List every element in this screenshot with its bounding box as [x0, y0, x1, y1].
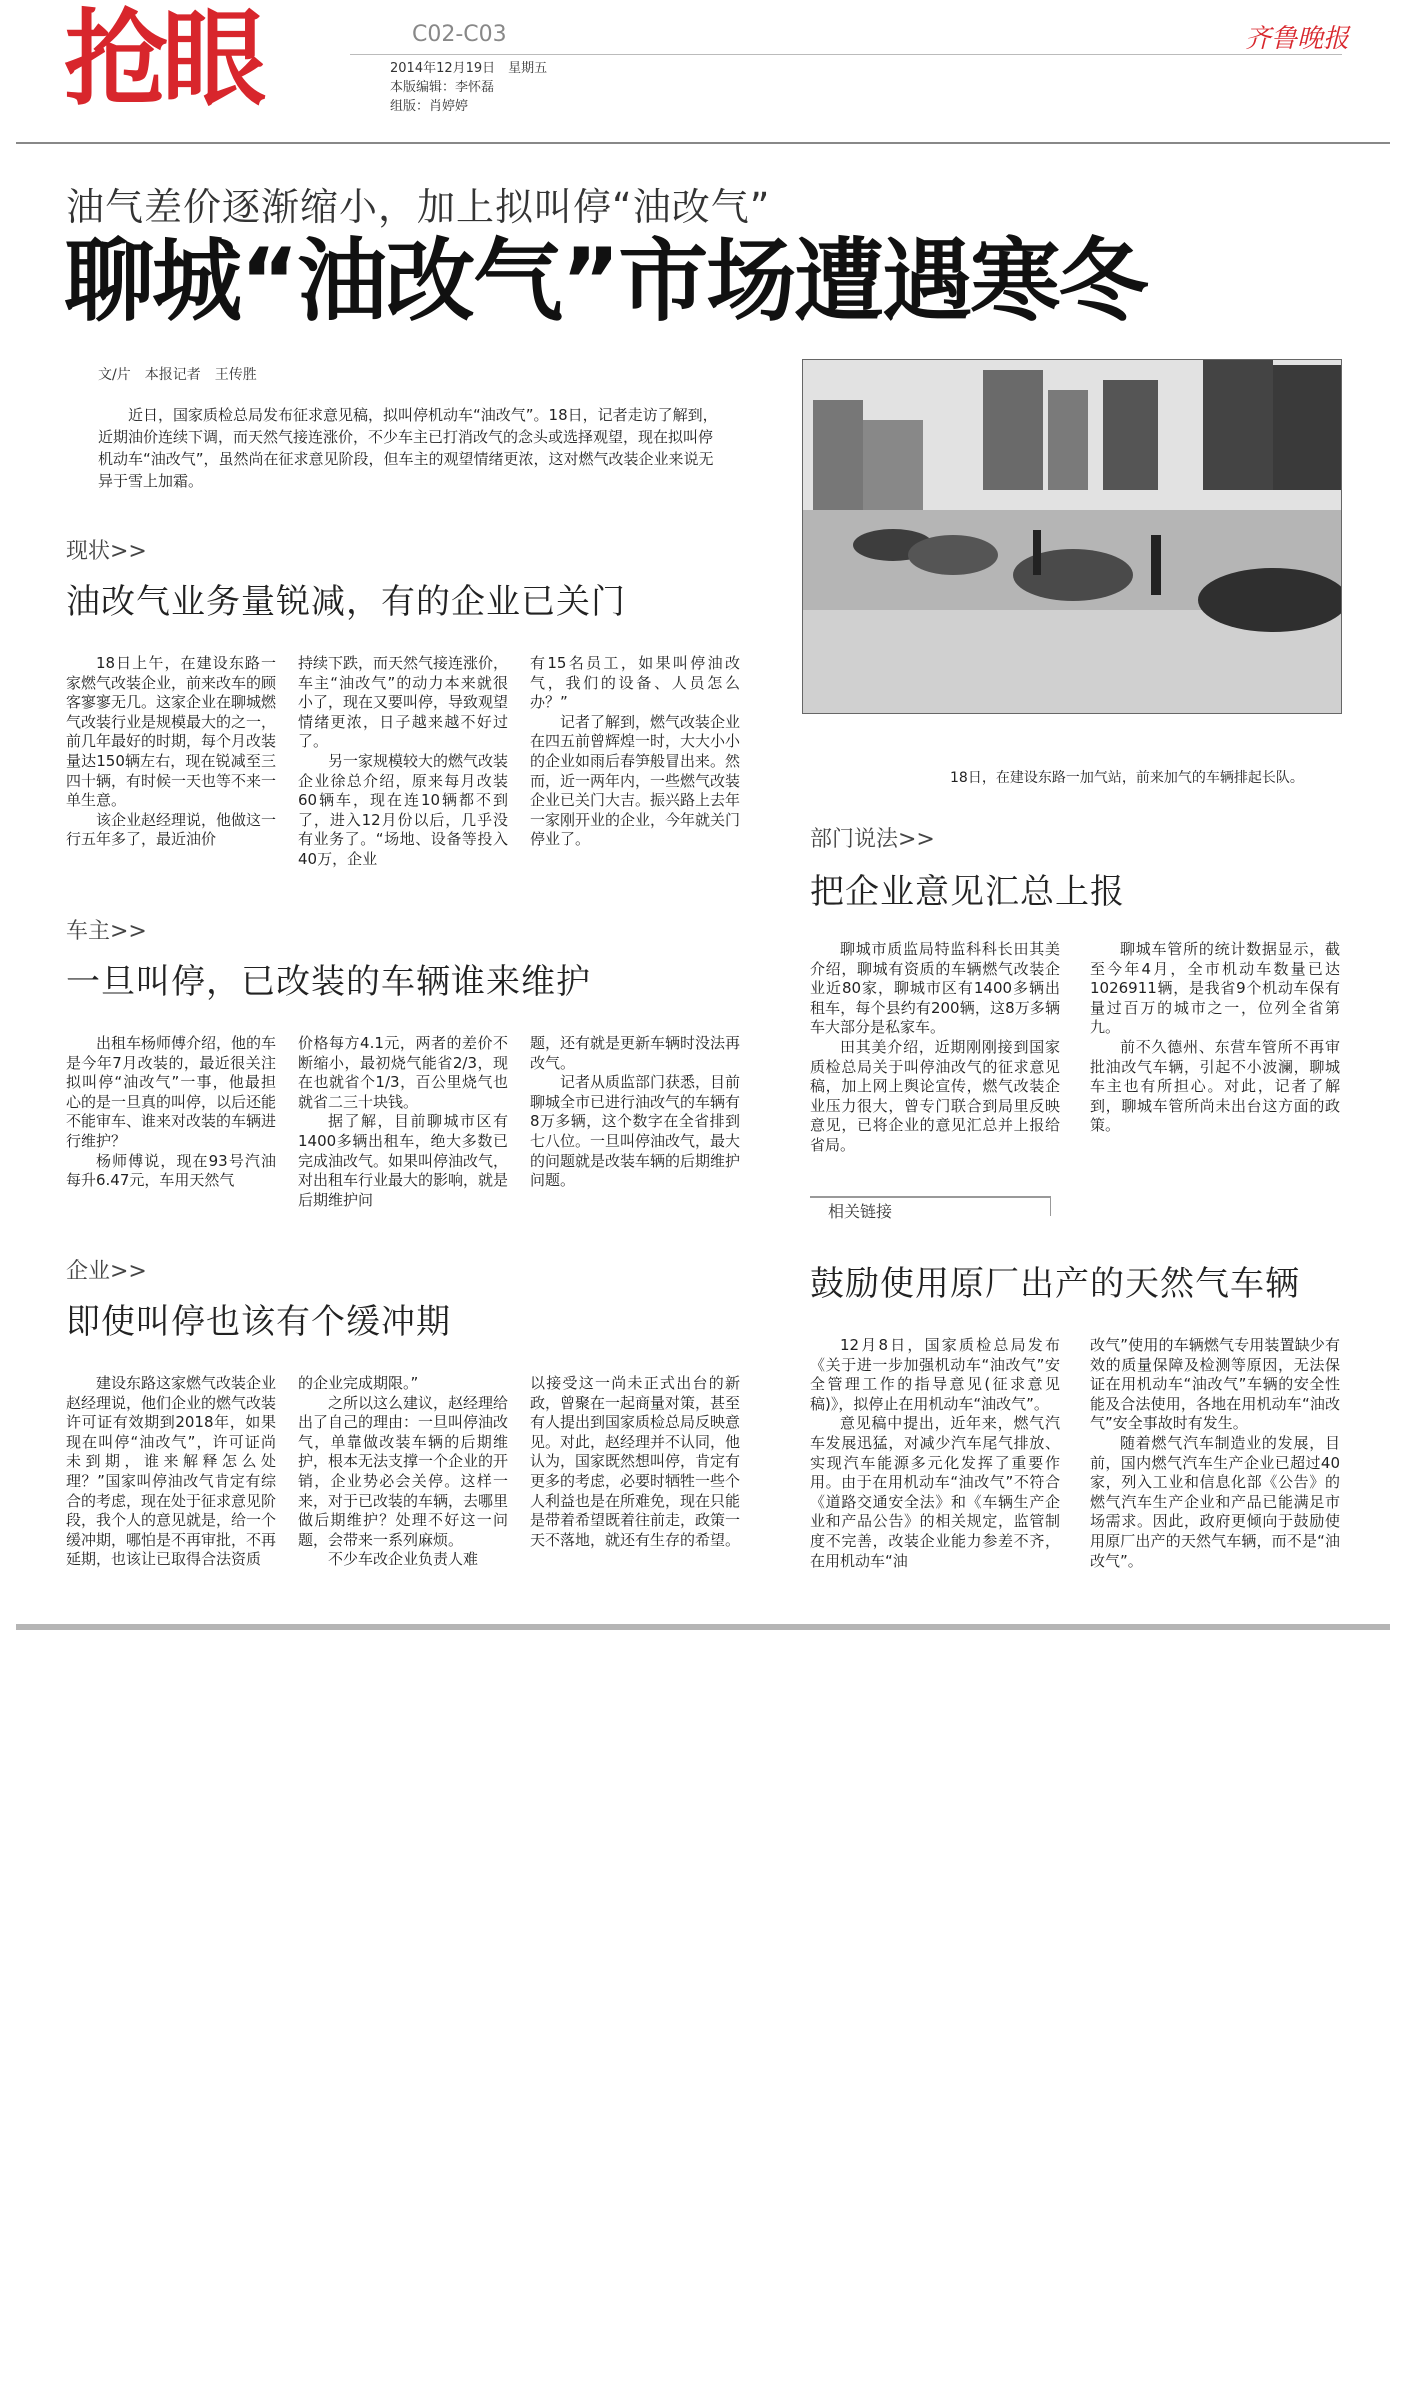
owner-col-1 [66, 1034, 276, 1230]
status-col-2 [298, 654, 508, 884]
paragraph: 不少车改企业负责人难 [328, 1550, 479, 1569]
related-col-1 [810, 1336, 1060, 1606]
paragraph: 记者从质监部门获悉，目前聊城全市已进行油改气的车辆有8万多辆，这个数字在全省排到七八位。一旦叫停油改气，最大的问题就是改装车辆的后期维护问题。 [530, 1073, 740, 1190]
owner-columns [66, 1034, 742, 1230]
paragraph: 持续下跌，而天然气接连涨价，车主“油改气”的动力本来就很小了，现在又要叫停，导致观望情绪更浓，日子越来越不好过了。 [298, 654, 508, 751]
paragraph: 聊城车管所的统计数据显示，截至今年4月，全市机动车数量已达1026911辆，是我省9个机动车保有量过百万的城市之一，位列全省第九。 [1090, 940, 1340, 1037]
masthead-rule [350, 54, 1342, 55]
paragraph: 以接受这一尚未正式出台的新政，曾聚在一起商量对策，甚至有人提出到国家质检总局反映意见。对此，赵经理并不认同，他认为，国家既然想叫停，肯定有更多的考虑，必要时牺牲一些个人利益也是在所难免，现在只能是带着希望既着往前走，政策一天不落地，就还有生存的希望。 [530, 1374, 740, 1549]
paragraph: 题，还有就是更新车辆时没法再改气。 [530, 1034, 740, 1072]
section-title-owner: 一旦叫停，已改装的车辆谁来维护 [66, 962, 591, 1002]
paragraph: 的企业完成期限。” [298, 1374, 419, 1392]
status-col-3 [530, 654, 740, 884]
section-title-dept: 把企业意见汇总上报 [810, 872, 1125, 912]
related-col-2 [1090, 1336, 1340, 1606]
lead-paragraph: 近日，国家质检总局发布征求意见稿，拟叫停机动车“油改气”。18日，记者走访了解到，近期油价连续下调，而天然气接连涨价，不少车主已打消改气的念头或选择观望，现在拟叫停机动车“油改气”，虽然尚在征求意见阶段，但车主的观望情绪更浓，这对燃气改装企业来说无异于雪上加霜。 [98, 406, 718, 490]
paragraph: 随着燃气汽车制造业的发展，目前，国内燃气汽车生产企业已超过40家，列入工业和信息化部《公告》的燃气汽车生产企业和产品已能满足市场需求。因此，政府更倾向于鼓励使用原厂出产的天然气车辆，而不是“油改气”。 [1090, 1433, 1340, 1570]
article-kicker: 油气差价逐渐缩小，加上拟叫停“油改气” [66, 185, 771, 229]
status-columns [66, 654, 742, 884]
enterprise-col-2 [298, 1374, 508, 1610]
paragraph: 价格每方4.1元，两者的差价不断缩小，最初烧气能省2/3，现在也就省个1/3，百公里烧气也就省二三十块钱。 [298, 1034, 508, 1111]
paragraph: 另一家规模较大的燃气改装企业徐总介绍，原来每月改装60辆车，现在连10辆都不到了，进入12月份以后，几乎没有业务了。“场地、设备等投入40万，企业 [298, 751, 508, 868]
owner-col-3 [530, 1034, 740, 1230]
dept-col-1 [810, 940, 1060, 1160]
section-label-status: 现状>> [66, 539, 147, 564]
enterprise-col-1 [66, 1374, 276, 1610]
newspaper-brand: 齐鲁晚报 [1245, 24, 1350, 54]
paragraph: 建设东路这家燃气改装企业赵经理说，他们企业的燃气改装许可证有效期到2018年，如果现在叫停“油改气”，许可证尚未到期，谁来解释怎么处理？”国家叫停油改气肯定有综合的考虑，现在处于征求意见阶段，我个人的意见就是，给一个缓冲期，哪怕是不再审批，不再延期，也该让已取得合法资质 [66, 1374, 276, 1569]
page-code: C02-C03 [412, 22, 507, 47]
paragraph: 前不久德州、东营车管所不再审批油改气车辆，引起不小波澜，聊城车主也有所担心。对此，记者了解到，聊城车管所尚未出台这方面的政策。 [1090, 1037, 1340, 1135]
dept-columns [810, 940, 1340, 1160]
paragraph: 12月8日，国家质检总局发布《关于进一步加强机动车“油改气”安全管理工作的指导意见(征求意见稿)》，拟停止在用机动车“油改气”。 [810, 1336, 1060, 1413]
paragraph: 出租车杨师傅介绍，他的车是今年7月改装的，最近很关注拟叫停“油改气”一事，他最担心的是一旦真的叫停，以后还能不能审车、谁来对改装的车辆进行维护？ [66, 1034, 276, 1150]
enterprise-columns [66, 1374, 742, 1610]
paragraph: 记者了解到，燃气改装企业在四五前曾辉煌一时，大大小小的企业如雨后春笋般冒出来。然而，近一两年内，一些燃气改装企业已关门大吉。振兴路上去年一家刚开业的企业，今年就关门停业了。 [530, 712, 740, 849]
layout-line: 组版：肖婷婷 [390, 99, 469, 114]
gas-station-queue-photo [803, 360, 1341, 713]
paragraph: 据了解，目前聊城市区有1400多辆出租车，绝大多数已完成油改气。如果叫停油改气，对出租车行业最大的影响，就是后期维护问 [298, 1112, 508, 1209]
owner-col-2 [298, 1034, 508, 1230]
section-label-enterprise: 企业>> [66, 1259, 147, 1284]
paragraph: 之所以这么建议，赵经理给出了自己的理由：一旦叫停油改气，单靠做改装车辆的后期维护，根本无法支撑一个企业的开销，企业势必会关停。这样一来，对于已改装的车辆，去哪里做后期维护？处理不好这一问题，会带来一系列麻烦。 [298, 1393, 508, 1549]
paragraph: 意见稿中提出，近年来，燃气汽车发展迅猛，对减少汽车尾气排放、实现汽车能源多元化发挥了重要作用。由于在用机动车“油改气”不符合《道路交通安全法》和《车辆生产企业和产品公告》的相关规定，监管制度不完善，改装企业能力参差不齐，在用机动车“油 [810, 1414, 1060, 1570]
status-col-1 [66, 654, 276, 884]
editor-line: 本版编辑：李怀磊 [390, 80, 495, 95]
section-label-owner: 车主>> [66, 919, 147, 944]
paragraph: 聊城市质监局特监科科长田其美介绍，聊城有资质的车辆燃气改装企业近80家，聊城市区有1400多辆出租车，每个县约有200辆，这8万多辆车大部分是私家车。 [810, 940, 1060, 1037]
section-title-related: 鼓励使用原厂出产的天然气车辆 [810, 1264, 1300, 1304]
date-line: 2014年12月19日 星期五 [390, 61, 548, 76]
photo-caption: 18日，在建设东路一加气站，前来加气的车辆排起长队。 [950, 770, 1304, 786]
related-link-label: 相关链接 [828, 1202, 893, 1221]
byline: 文/片 本报记者 王传胜 [98, 367, 257, 383]
section-title: 抢眼 [64, 0, 261, 120]
section-label-dept: 部门说法>> [810, 827, 935, 852]
paragraph: 18日上午，在建设东路一家燃气改装企业，前来改车的顾客寥寥无几。这家企业在聊城燃气改装行业是规模最大的之一，前几年最好的时期，每个月改装量达150辆左右，现在锐减至三四十辆，有时候一天也等不来一单生意。 [66, 654, 276, 810]
paragraph: 田其美介绍，近期刚刚接到国家质检总局关于叫停油改气的征求意见稿，加上网上舆论宣传，燃气改装企业压力很大，曾专门联合到局里反映意见，已将企业的意见汇总并上报给省局。 [810, 1037, 1060, 1154]
paragraph: 有15名员工，如果叫停油改气，我们的设备、人员怎么办？” [530, 654, 740, 712]
section-title-status: 油改气业务量锐减，有的企业已关门 [66, 582, 626, 622]
dept-col-2 [1090, 940, 1340, 1160]
top-divider [16, 142, 1390, 144]
paragraph: 杨师傅说，现在93号汽油每升6.47元，车用天然气 [66, 1151, 276, 1190]
paragraph: 该企业赵经理说，他做这一行五年多了，最近油价 [66, 810, 276, 849]
bottom-divider [16, 1624, 1390, 1630]
news-photo [802, 359, 1342, 714]
enterprise-col-3 [530, 1374, 740, 1610]
section-title-enterprise: 即使叫停也该有个缓冲期 [66, 1302, 451, 1342]
related-columns [810, 1336, 1340, 1606]
article-headline: 聊城“油改气”市场遭遇寒冬 [64, 229, 1147, 334]
paragraph: 改气”使用的车辆燃气专用装置缺少有效的质量保障及检测等原因，无法保证在用机动车“油改气”车辆的安全性能及合法使用，各地在用机动车“油改气”安全事故时有发生。 [1090, 1336, 1340, 1433]
